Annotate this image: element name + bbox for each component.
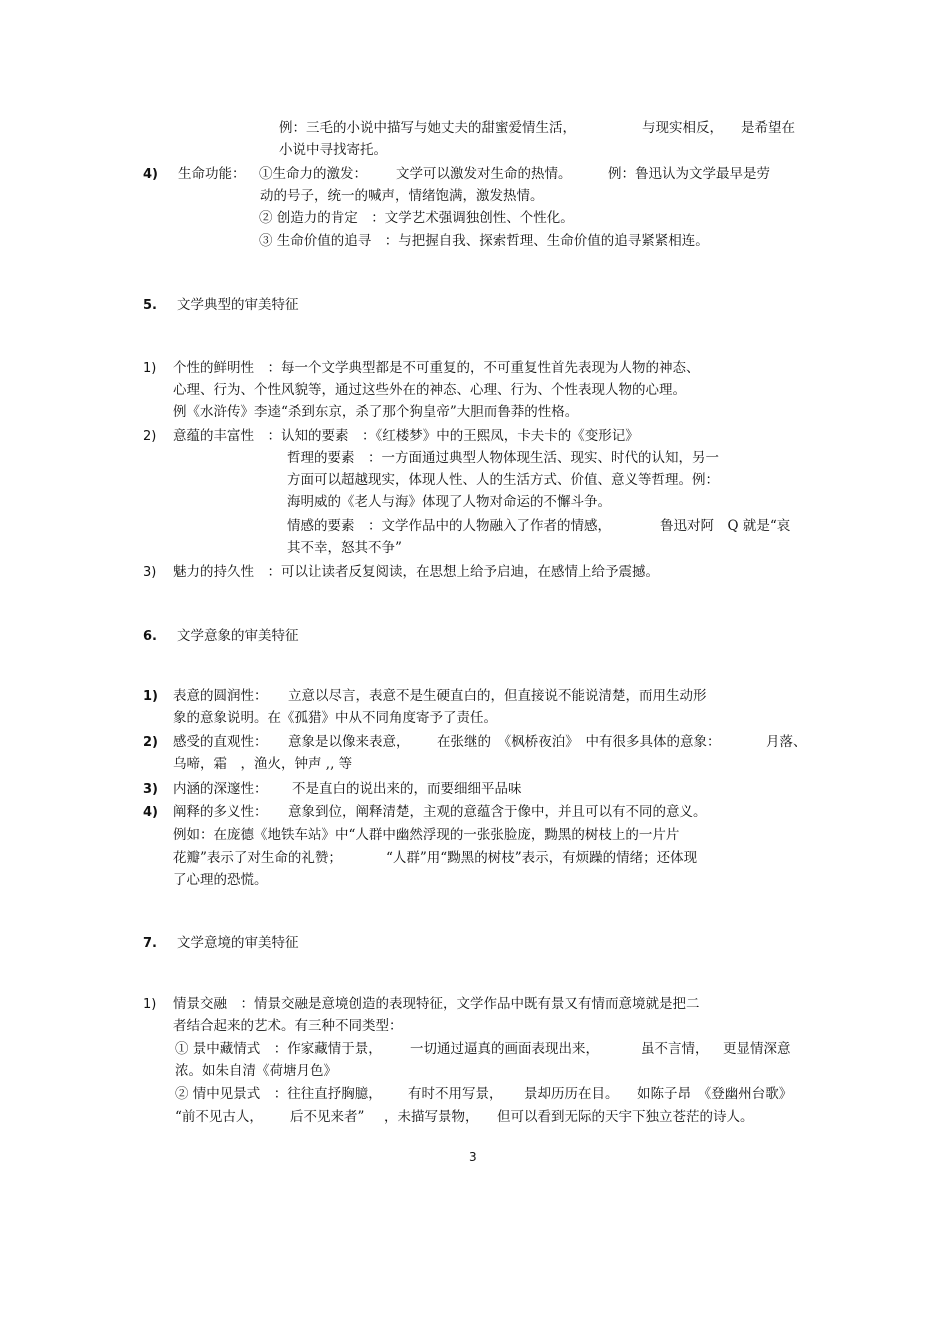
item-text: 了心理的恐慌。 xyxy=(173,872,268,888)
section-number: 5. xyxy=(143,298,157,313)
item-text: ② 创造力的肯定 ：文学艺术强调独创性、个性化。 xyxy=(259,210,574,226)
item-text: 意象是以像来表意， xyxy=(288,734,410,750)
item-text: 更显情深意 xyxy=(723,1041,791,1057)
item-text: 月落、 xyxy=(766,734,807,750)
item-text: 浓。如朱自清《荷塘月色》 xyxy=(175,1063,337,1079)
item-text: 立意以尽言，表意不是生硬直白的，但直接说不能说清楚，而用生动形 xyxy=(288,688,707,704)
item-text: 在张继的 《枫桥夜泊》 中有很多具体的意象： xyxy=(437,734,721,750)
item-text: 例：鲁迅认为文学最早是劳 xyxy=(608,166,770,182)
item-text: 意象到位，阐释清楚，主观的意蕴含于像中，并且可以有不同的意义。 xyxy=(288,804,707,820)
item-text: 者结合起来的艺术。有三种不同类型： xyxy=(173,1018,403,1034)
item-text: 但可以看到无际的天宇下独立苍茫的诗人。 xyxy=(497,1109,754,1125)
item-text: 哲理的要素 ：一方面通过典型人物体现生活、现实、时代的认知，另一 xyxy=(287,450,719,466)
item-number: 1) xyxy=(143,361,157,376)
example-text: 与现实相反， xyxy=(642,120,723,136)
item-text: 后不见来者” xyxy=(290,1109,365,1125)
item-text: 例如：在庞德《地铁车站》中“人群中幽然浮现的一张张脸庞，黝黑的树枝上的一片片 xyxy=(173,827,680,843)
item-text: 阐释的多义性： xyxy=(173,804,268,820)
item-text: 一切通过逼真的画面表现出来， xyxy=(410,1041,599,1057)
item-text: 个性的鲜明性 ：每一个文学典型都是不可重复的，不可重复性首先表现为人物的神态、 xyxy=(173,360,700,376)
item-text: 心理、行为、个性风貌等，通过这些外在的神态、心理、行为、个性表现人物的心理。 xyxy=(173,382,686,398)
section-number: 6. xyxy=(143,629,157,644)
item-number: 3) xyxy=(143,565,157,580)
item-text: ② 情中见景式 ：往往直抒胸臆， xyxy=(175,1086,382,1102)
item-text: 感受的直观性： xyxy=(173,734,268,750)
item-text: 意蕴的丰富性 ：认知的要素 ：《红楼梦》中的王熙凤，卡夫卡的《变形记》 xyxy=(173,428,639,444)
item-text: ①生命力的激发： xyxy=(259,166,367,182)
item-text: 有时不用写景， xyxy=(408,1086,503,1102)
item-text: 情景交融 ：情景交融是意境创造的表现特征，文学作品中既有景又有情而意境就是把二 xyxy=(173,996,700,1012)
item-number: 3) xyxy=(143,782,158,797)
item-number: 2) xyxy=(143,429,157,444)
item-text: 表意的圆润性： xyxy=(173,688,268,704)
item-text: 象的意象说明。在《孤猎》中从不同角度寄予了责任。 xyxy=(173,710,497,726)
example-text: 小说中寻找寄托。 xyxy=(279,142,387,158)
item-text: 如陈子昂 《登幽州台歌》 xyxy=(637,1086,793,1102)
item-text: 其不幸，怒其不争” xyxy=(287,540,402,556)
item-text: ，未描写景物， xyxy=(384,1109,479,1125)
item-text: 虽不言情， xyxy=(641,1041,709,1057)
item-text: “人群”用“黝黑的树枝”表示，有烦躁的情绪；还体现 xyxy=(386,850,698,866)
item-text: 花瓣”表示了对生命的礼赞； xyxy=(173,850,342,866)
section-title: 文学意境的审美特征 xyxy=(177,935,299,951)
item-text: 乌啼，霜 ，渔火，钟声 ,, 等 xyxy=(173,756,353,772)
item-label: 生命功能： xyxy=(178,166,246,182)
item-text: “前不见古人， xyxy=(175,1109,263,1125)
item-number: 4) xyxy=(143,167,158,182)
item-text: ① 景中藏情式 ：作家藏情于景， xyxy=(175,1041,382,1057)
item-text: ③ 生命价值的追寻 ：与把握自我、探索哲理、生命价值的追寻紧紧相连。 xyxy=(259,233,709,249)
item-text: 海明威的《老人与海》体现了人物对命运的不懈斗争。 xyxy=(287,494,611,510)
section-number: 7. xyxy=(143,936,157,951)
item-number: 1) xyxy=(143,997,157,1012)
item-number: 4) xyxy=(143,805,158,820)
item-number: 2) xyxy=(143,735,158,750)
item-text: 情感的要素 ：文学作品中的人物融入了作者的情感， xyxy=(287,518,611,534)
item-text: 文学可以激发对生命的热情。 xyxy=(396,166,572,182)
example-text: 是希望在 xyxy=(741,120,795,136)
item-text: 例《水浒传》李逵“杀到东京，杀了那个狗皇帝”大胆而鲁莽的性格。 xyxy=(173,404,579,420)
item-text: 方面可以超越现实，体现人性、人的生活方式、价值、意义等哲理。例： xyxy=(287,472,719,488)
item-text: 内涵的深邃性： xyxy=(173,781,268,797)
example-text: 例：三毛的小说中描写与她丈夫的甜蜜爱情生活， xyxy=(279,120,576,136)
item-text: 鲁迅对阿 Q 就是“哀 xyxy=(660,518,791,534)
page-number: 3 xyxy=(469,1150,477,1164)
item-number: 1) xyxy=(143,689,158,704)
section-title: 文学典型的审美特征 xyxy=(177,297,299,313)
item-text: 动的号子，统一的喊声，情绪饱满，激发热情。 xyxy=(260,188,544,204)
item-text: 不是直白的说出来的，而要细细平品味 xyxy=(292,781,522,797)
item-text: 魅力的持久性 ：可以让读者反复阅读，在思想上给予启迪，在感情上给予震撼。 xyxy=(173,564,659,580)
item-text: 景却历历在目。 xyxy=(524,1086,619,1102)
section-title: 文学意象的审美特征 xyxy=(177,628,299,644)
